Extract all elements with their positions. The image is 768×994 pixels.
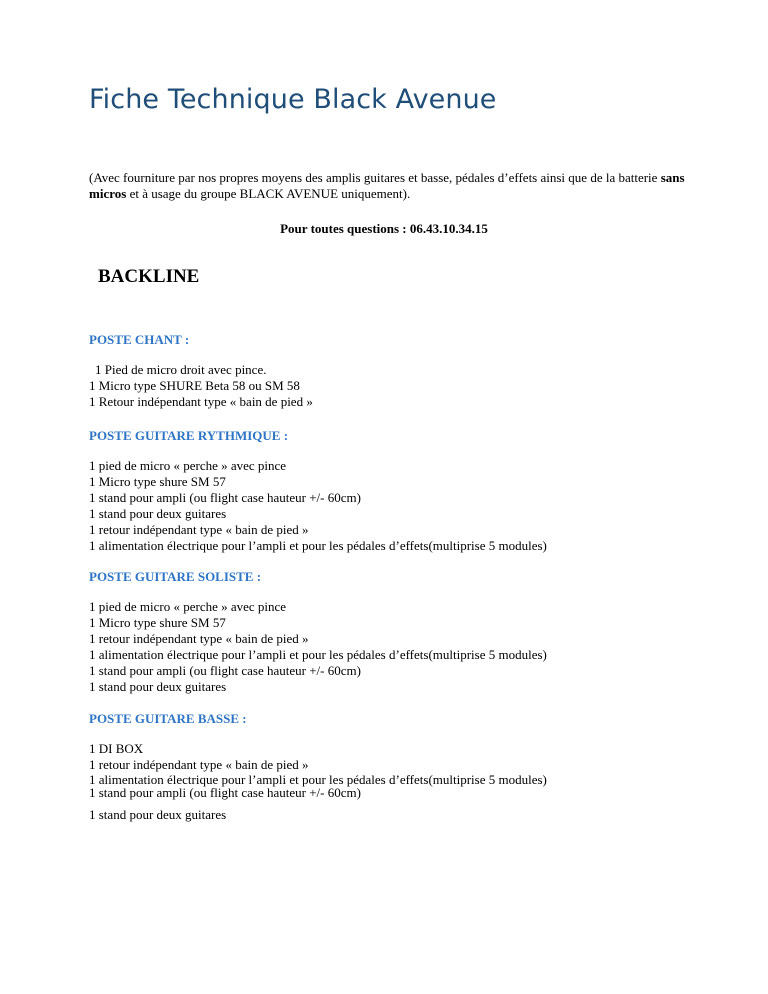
intro-paragraph bbox=[89, 170, 689, 202]
list-item: 1 alimentation électrique pour l’ampli et pour les pédales d’effets(multiprise 5 modules) bbox=[89, 772, 547, 787]
list-item: 1 stand pour deux guitares bbox=[89, 807, 227, 822]
intro-text-part1: (Avec fourniture par nos propres moyens des amplis guitares et basse, pédales d’effets ainsi que de la batterie bbox=[89, 170, 661, 185]
list-item: 1 retour indépendant type « bain de pied » bbox=[89, 757, 309, 772]
section-list-guitare-basse bbox=[89, 741, 309, 773]
list-item: 1 retour indépendant type « bain de pied » bbox=[89, 522, 309, 537]
intro-text-bold: sans micros bbox=[89, 170, 685, 201]
list-item: 1 Micro type shure SM 57 bbox=[89, 615, 226, 630]
section-title-guitare-soliste: POSTE GUITARE SOLISTE : bbox=[89, 569, 262, 584]
list-item: 1 stand pour ampli (ou flight case hauteur +/- 60cm) bbox=[89, 490, 361, 505]
list-item: 1 stand pour deux guitares bbox=[89, 679, 227, 694]
backline-heading: BACKLINE bbox=[98, 266, 200, 287]
section-list-chant bbox=[89, 362, 313, 410]
list-item: 1 Micro type shure SM 57 bbox=[89, 474, 226, 489]
list-item: 1 pied de micro « perche » avec pince bbox=[89, 599, 287, 614]
section-title-guitare-basse: POSTE GUITARE BASSE : bbox=[89, 711, 247, 726]
list-item: 1 retour indépendant type « bain de pied » bbox=[89, 631, 309, 646]
section-list-guitare-basse-last bbox=[89, 807, 226, 823]
list-item: 1 Pied de micro droit avec pince. bbox=[95, 362, 267, 377]
section-list-guitare-rythmique bbox=[89, 458, 547, 554]
intro-text-part2: et à usage du groupe BLACK AVENUE uniquement). bbox=[126, 186, 411, 201]
contact-line: Pour toutes questions : 06.43.10.34.15 bbox=[280, 221, 488, 236]
list-item: 1 alimentation électrique pour l’ampli et pour les pédales d’effets(multiprise 5 modules) bbox=[89, 647, 547, 662]
list-item: 1 stand pour ampli (ou flight case hauteur +/- 60cm) bbox=[89, 785, 361, 800]
section-list-guitare-basse-cont bbox=[89, 773, 547, 799]
list-item: 1 Micro type SHURE Beta 58 ou SM 58 bbox=[89, 378, 300, 393]
list-item: 1 alimentation électrique pour l’ampli et pour les pédales d’effets(multiprise 5 modules) bbox=[89, 538, 547, 553]
list-item: 1 pied de micro « perche » avec pince bbox=[89, 458, 287, 473]
section-title-chant: POSTE CHANT : bbox=[89, 332, 190, 347]
section-list-guitare-soliste bbox=[89, 599, 547, 695]
list-item: 1 stand pour deux guitares bbox=[89, 506, 227, 521]
list-item: 1 stand pour ampli (ou flight case hauteur +/- 60cm) bbox=[89, 663, 361, 678]
list-item: 1 DI BOX bbox=[89, 741, 144, 756]
list-item: 1 Retour indépendant type « bain de pied » bbox=[89, 394, 313, 409]
section-title-guitare-rythmique: POSTE GUITARE RYTHMIQUE : bbox=[89, 428, 289, 443]
document-title: Fiche Technique Black Avenue bbox=[89, 84, 497, 115]
